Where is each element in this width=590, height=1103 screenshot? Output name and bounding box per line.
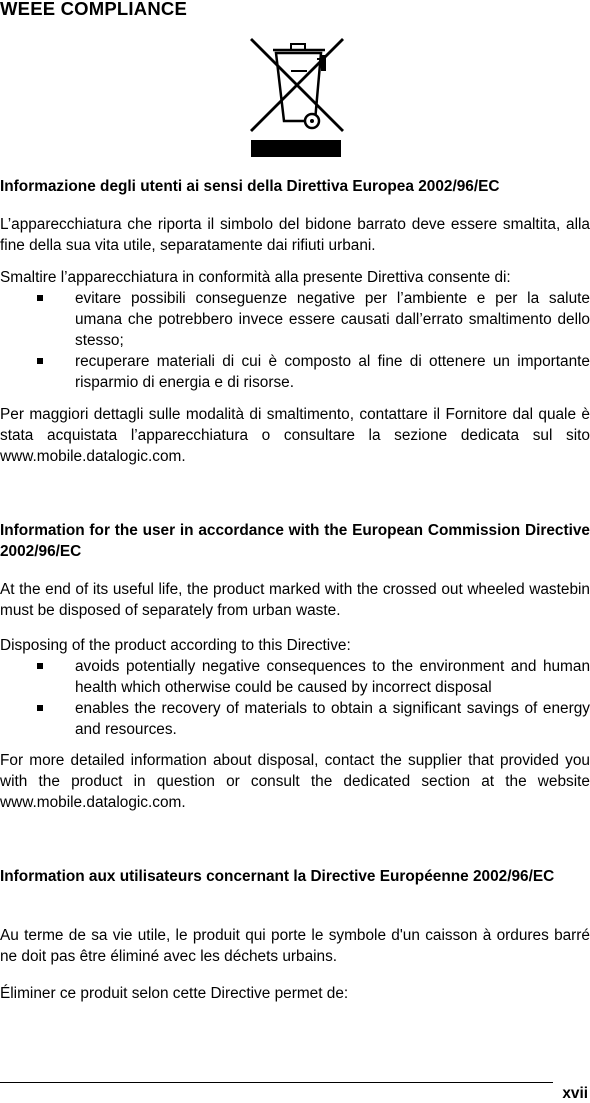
list-item xyxy=(0,351,590,393)
list-item-text: enables the recovery of materials to obtain a significant savings of energy and resources. xyxy=(75,700,590,738)
page-number: xvii xyxy=(562,1085,588,1102)
bullet-icon xyxy=(37,295,43,301)
bullet-icon xyxy=(37,663,43,669)
italian-paragraph-2: Smaltire l’apparecchiatura in conformità alla presente Direttiva consente di: xyxy=(0,269,511,286)
page-title: WEEE COMPLIANCE xyxy=(0,0,187,19)
list-item-text: evitare possibili conseguenze negative per l’ambiente e per la salute umana che potrebbero invece essere causati dall’errato smaltimento dello stesso; xyxy=(75,290,590,349)
footer-divider xyxy=(0,1082,553,1083)
french-paragraph-1: Au terme de sa vie utile, le produit qui porte le symbole d'un caisson à ordures barré ne doit pas être éliminé avec les déchets urbains. xyxy=(0,927,590,965)
list-item xyxy=(0,288,590,351)
french-paragraph-2: Éliminer ce produit selon cette Directive permet de: xyxy=(0,985,349,1002)
italian-paragraph-1: L’apparecchiatura che riporta il simbolo del bidone barrato deve essere smaltita, alla fine della sua vita utile, separatamente dai rifiuti urbani. xyxy=(0,216,590,254)
crossed-out-wheeled-bin-icon xyxy=(249,37,345,164)
english-paragraph-1: At the end of its useful life, the product marked with the crossed out wheeled wastebin must be disposed of separately from urban waste. xyxy=(0,581,590,619)
english-paragraph-2: Disposing of the product according to this Directive: xyxy=(0,637,351,654)
list-item xyxy=(0,656,590,698)
list-item-text: avoids potentially negative consequences to the environment and human health which otherwise could be caused by incorrect disposal xyxy=(75,658,590,696)
italian-paragraph-3: Per maggiori dettagli sulle modalità di smaltimento, contattare il Fornitore dal quale è stata acquistata l’apparecchiatura o consultare la sezione dedicata sul sito www.mobile.datalogic.com. xyxy=(0,406,590,465)
english-heading: Information for the user in accordance with the European Commission Directive 2002/96/EC xyxy=(0,522,590,560)
bullet-icon xyxy=(37,705,43,711)
bullet-icon xyxy=(37,358,43,364)
english-paragraph-3: For more detailed information about disposal, contact the supplier that provided you with the product in question or consult the dedicated section at the website www.mobile.datalogic.com. xyxy=(0,752,590,811)
italian-heading: Informazione degli utenti ai sensi della Direttiva Europea 2002/96/EC xyxy=(0,178,500,195)
english-bullet-list xyxy=(0,656,590,740)
french-heading: Information aux utilisateurs concernant la Directive Européenne 2002/96/EC xyxy=(0,868,555,885)
list-item-text: recuperare materiali di cui è composto al fine di ottenere un importante risparmio di energia e di risorse. xyxy=(75,353,590,391)
italian-bullet-list xyxy=(0,288,590,393)
list-item xyxy=(0,698,590,740)
